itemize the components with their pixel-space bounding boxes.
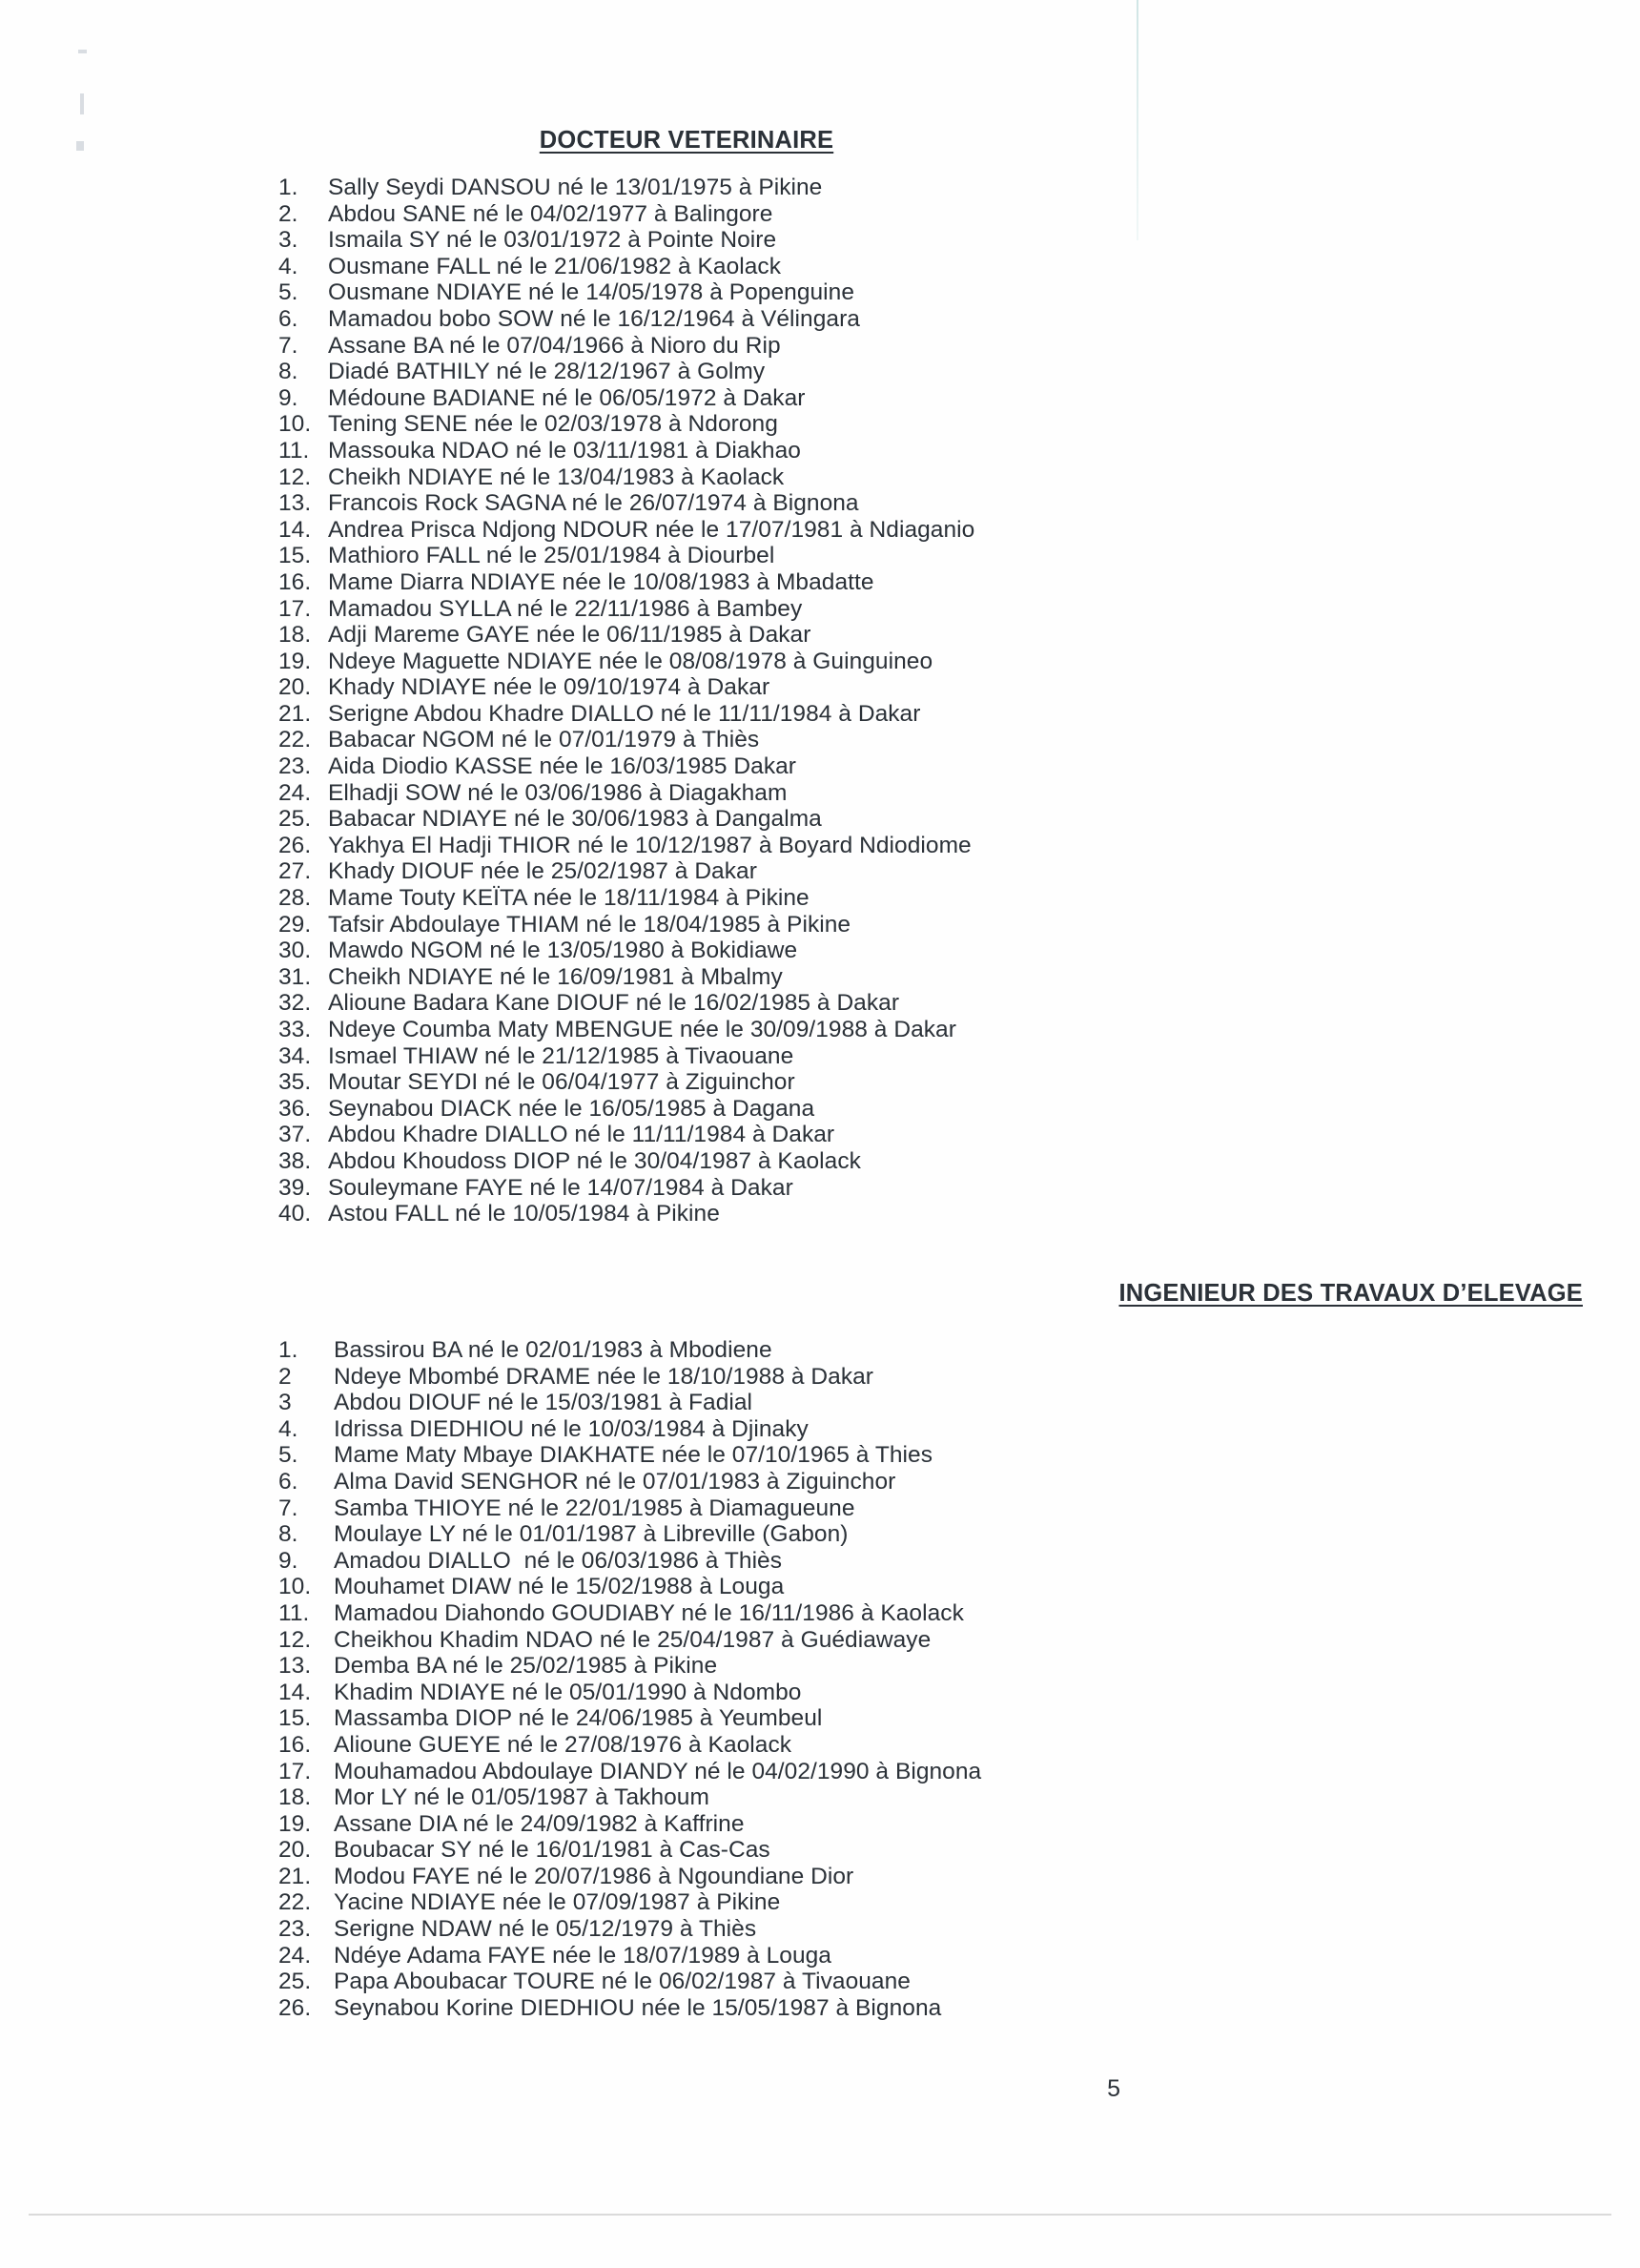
list-item-text: Sally Seydi DANSOU né le 13/01/1975 à Pikine: [328, 175, 823, 200]
list-item-number: 9.: [278, 1547, 298, 1574]
list-item-text: Mamadou bobo SOW né le 16/12/1964 à Vélingara: [328, 305, 860, 332]
list-item-text: Aida Diodio KASSE née le 16/03/1985 Dakar: [328, 753, 797, 780]
list-item-number: 39.: [278, 1174, 312, 1201]
list-item-number: 26.: [278, 832, 312, 858]
list-item: [278, 175, 974, 201]
list-item-number: 19.: [278, 1810, 312, 1837]
list-item: [278, 938, 974, 964]
list-item-number: 8.: [278, 1521, 298, 1548]
list-item-text: Tening SENE née le 02/03/1978 à Ndorong: [328, 411, 778, 438]
list-item-text: Demba BA né le 25/02/1985 à Pikine: [334, 1653, 718, 1680]
list-item-number: 20.: [278, 1837, 312, 1864]
list-item-text: Andrea Prisca Ndjong NDOUR née le 17/07/1981 à Ndiaganio: [328, 516, 975, 543]
list-item: [278, 490, 974, 517]
list-item-text: Abdou SANE né le 04/02/1977 à Balingore: [328, 200, 773, 227]
list-item-text: Assane DIA né le 24/09/1982 à Kaffrine: [334, 1810, 745, 1837]
list-item: [278, 1784, 981, 1811]
list-item-text: Seynabou Korine DIEDHIOU née le 15/05/1987 à Bignona: [334, 1994, 942, 2021]
list-item-text: Khady NDIAYE née le 09/10/1974 à Dakar: [328, 674, 770, 701]
list-item: [278, 1680, 981, 1706]
list-item-text: Mawdo NGOM né le 13/05/1980 à Bokidiawe: [328, 938, 798, 964]
list-item-number: 7.: [278, 332, 298, 359]
list-item-text: Seynabou DIACK née le 16/05/1985 à Dagana: [328, 1095, 815, 1122]
list-item: [278, 1201, 974, 1227]
list-item-text: Alioune GUEYE né le 27/08/1976 à Kaolack: [334, 1731, 792, 1758]
list-item: [278, 1627, 981, 1654]
list-docteur-veterinaire: [278, 175, 974, 1227]
scan-artifact-bottom-edge: [29, 2214, 1611, 2216]
list-item-number: 23.: [278, 1916, 312, 1943]
list-item: [278, 359, 974, 385]
list-item-number: 29.: [278, 911, 312, 938]
list-item-text: Médoune BADIANE né le 06/05/1972 à Dakar: [328, 384, 806, 411]
list-item-number: 13.: [278, 1653, 312, 1680]
list-item-text: Mame Touty KEÏTA née le 18/11/1984 à Pikine: [328, 885, 810, 912]
section-heading-text: INGENIEUR DES TRAVAUX D’ELEVAGE: [1118, 1280, 1583, 1307]
list-item-text: Mamadou SYLLA né le 22/11/1986 à Bambey: [328, 595, 803, 622]
list-item: [278, 1390, 981, 1416]
list-item-number: 24.: [278, 1942, 312, 1969]
list-item-number: 24.: [278, 779, 312, 806]
list-item-text: Babacar NDIAYE né le 30/06/1983 à Dangalma: [328, 806, 822, 833]
list-item-number: 21.: [278, 1863, 312, 1889]
list-item-number: 4.: [278, 253, 298, 279]
list-item-number: 16.: [278, 1731, 312, 1758]
list-item: [278, 1175, 974, 1202]
list-item: [278, 227, 974, 254]
list-item: [278, 990, 974, 1017]
list-item-text: Serigne NDAW né le 05/12/1979 à Thiès: [334, 1916, 757, 1943]
list-item-text: Ousmane FALL né le 21/06/1982 à Kaolack: [328, 253, 782, 279]
list-item: [278, 1442, 981, 1469]
list-item-text: Alioune Badara Kane DIOUF né le 16/02/1985 à Dakar: [328, 990, 900, 1017]
list-item-text: Papa Aboubacar TOURE né le 06/02/1987 à Tivaouane: [334, 1969, 911, 1995]
list-item: [278, 1337, 981, 1364]
list-item-number: 2.: [278, 200, 298, 227]
list-item-text: Mame Diarra NDIAYE née le 10/08/1983 à Mbadatte: [328, 568, 874, 595]
list-item-text: Abdou Khadre DIALLO né le 11/11/1984 à Dakar: [328, 1122, 835, 1148]
list-item-text: Samba THIOYE né le 22/01/1985 à Diamagueune: [334, 1495, 855, 1521]
list-item-text: Moutar SEYDI né le 06/04/1977 à Ziguinchor: [328, 1069, 795, 1096]
list-item-text: Ndeye Coumba Maty MBENGUE née le 30/09/1988 à Dakar: [328, 1017, 956, 1042]
list-item: [278, 780, 974, 807]
list-item: [278, 833, 974, 859]
list-item: [278, 1574, 981, 1600]
list-item-number: 15.: [278, 543, 312, 569]
list-item-text: Mouhamet DIAW né le 15/02/1988 à Louga: [334, 1574, 785, 1600]
list-item-text: Ismaila SY né le 03/01/1972 à Pointe Noire: [328, 227, 777, 254]
list-item: [278, 1732, 981, 1759]
list-item-number: 20.: [278, 674, 312, 701]
list-item: [278, 464, 974, 491]
list-item: [278, 254, 974, 280]
list-item-number: 40.: [278, 1201, 312, 1227]
list-item: [278, 1811, 981, 1838]
list-item: [278, 1096, 974, 1123]
list-item-text: Khady DIOUF née le 25/02/1987 à Dakar: [328, 858, 757, 885]
list-item-text: Cheikhou Khadim NDAO né le 25/04/1987 à Guédiawaye: [334, 1626, 932, 1653]
list-item-text: Yakhya El Hadji THIOR né le 10/12/1987 à Boyard Ndiodiome: [328, 832, 972, 858]
list-item-number: 3: [278, 1390, 292, 1416]
list-item-number: 21.: [278, 700, 312, 727]
list-item: [278, 385, 974, 412]
list-item-number: 11.: [278, 437, 310, 464]
list-item-number: 10.: [278, 1574, 312, 1600]
list-item-text: Cheikh NDIAYE né le 16/09/1981 à Mbalmy: [328, 963, 783, 990]
list-item-number: 5.: [278, 1442, 298, 1469]
list-item-text: Assane BA né le 07/04/1966 à Nioro du Rip: [328, 332, 781, 359]
list-item: [278, 1943, 981, 1969]
list-item-text: Ndeye Mbombé DRAME née le 18/10/1988 à Dakar: [334, 1363, 874, 1390]
list-item-number: 6.: [278, 1468, 298, 1495]
list-item-number: 22.: [278, 1889, 312, 1916]
list-item-number: 23.: [278, 753, 312, 780]
list-item: [278, 411, 974, 438]
list-item: [278, 701, 974, 728]
list-item-number: 15.: [278, 1705, 312, 1732]
list-item-number: 32.: [278, 990, 312, 1017]
page-number: 5: [1107, 2075, 1120, 2102]
list-item: [278, 674, 974, 701]
list-item: [278, 1043, 974, 1070]
list-item-text: Abdou Khoudoss DIOP né le 30/04/1987 à Kaolack: [328, 1147, 861, 1174]
scan-artifact-speck: [80, 93, 84, 114]
list-item-number: 8.: [278, 359, 298, 385]
list-item-text: Astou FALL né le 10/05/1984 à Pikine: [328, 1201, 720, 1227]
list-item-text: Ousmane NDIAYE né le 14/05/1978 à Popenguine: [328, 279, 855, 306]
list-item: [278, 622, 974, 649]
list-item-number: 2: [278, 1363, 292, 1390]
list-item: [278, 649, 974, 675]
list-item: [278, 279, 974, 306]
list-item: [278, 543, 974, 569]
list-item: [278, 1916, 981, 1943]
list-item-number: 1.: [278, 175, 298, 200]
list-item: [278, 1653, 981, 1680]
list-item-number: 33.: [278, 1017, 312, 1042]
list-item-text: Mor LY né le 01/05/1987 à Takhoum: [334, 1784, 709, 1811]
list-item-number: 12.: [278, 464, 312, 490]
list-item-text: Babacar NGOM né le 07/01/1979 à Thiès: [328, 727, 760, 753]
list-item-text: Idrissa DIEDHIOU né le 10/03/1984 à Djinaky: [334, 1415, 809, 1442]
list-item-number: 25.: [278, 1969, 312, 1995]
scan-artifact-vertical-line: [1137, 0, 1138, 240]
list-item: [278, 1969, 981, 1995]
list-item-number: 17.: [278, 595, 312, 622]
list-item-number: 11.: [278, 1599, 310, 1626]
section-heading-text: DOCTEUR VETERINAIRE: [539, 127, 834, 154]
list-item: [278, 1864, 981, 1890]
list-item: [278, 1495, 981, 1522]
list-item: [278, 753, 974, 780]
list-item-text: Massamba DIOP né le 24/06/1985 à Yeumbeul: [334, 1705, 823, 1732]
list-item: [278, 569, 974, 596]
list-item: [278, 964, 974, 991]
list-item-number: 28.: [278, 885, 312, 912]
list-item: [278, 885, 974, 912]
list-item-text: Mouhamadou Abdoulaye DIANDY né le 04/02/1990 à Bignona: [334, 1758, 982, 1784]
list-item-text: Francois Rock SAGNA né le 26/07/1974 à Bignona: [328, 490, 859, 517]
list-item-text: Yacine NDIAYE née le 07/09/1987 à Pikine: [334, 1889, 781, 1916]
list-item: [278, 1364, 981, 1391]
list-item-number: 36.: [278, 1095, 312, 1122]
list-item-text: Mathioro FALL né le 25/01/1984 à Diourbel: [328, 543, 775, 569]
list-item: [278, 1017, 974, 1043]
list-item-number: 16.: [278, 568, 312, 595]
list-item: [278, 1600, 981, 1627]
list-item-number: 19.: [278, 648, 312, 674]
list-item-number: 12.: [278, 1626, 312, 1653]
list-ingenieur-travaux-elevage: [278, 1337, 981, 2021]
list-item-text: Khadim NDIAYE né le 05/01/1990 à Ndombo: [334, 1679, 802, 1705]
list-item: [278, 1837, 981, 1864]
list-item-text: Mamadou Diahondo GOUDIABY né le 16/11/1986 à Kaolack: [334, 1599, 964, 1626]
list-item-number: 7.: [278, 1495, 298, 1521]
list-item-text: Ndeye Maguette NDIAYE née le 08/08/1978 à Guinguineo: [328, 648, 933, 674]
list-item-text: Ismael THIAW né le 21/12/1985 à Tivaouane: [328, 1042, 794, 1069]
list-item-text: Alma David SENGHOR né le 07/01/1983 à Ziguinchor: [334, 1468, 896, 1495]
list-item-number: 25.: [278, 806, 312, 833]
list-item-number: 14.: [278, 516, 312, 543]
list-item-number: 22.: [278, 727, 312, 753]
list-item-text: Diadé BATHILY né le 28/12/1967 à Golmy: [328, 359, 766, 385]
list-item: [278, 1416, 981, 1443]
list-item: [278, 333, 974, 360]
list-item-number: 26.: [278, 1994, 312, 2021]
list-item: [278, 1759, 981, 1785]
list-item: [278, 727, 974, 753]
list-item-number: 31.: [278, 963, 312, 990]
section-heading-ingenieur-travaux-elevage: [0, 1280, 1583, 1308]
list-item-number: 3.: [278, 227, 298, 254]
list-item-text: Tafsir Abdoulaye THIAM né le 18/04/1985 à Pikine: [328, 911, 851, 938]
list-item: [278, 1122, 974, 1148]
list-item-number: 35.: [278, 1069, 312, 1096]
list-item: [278, 517, 974, 544]
list-item: [278, 858, 974, 885]
list-item-text: Serigne Abdou Khadre DIALLO né le 11/11/1984 à Dakar: [328, 700, 921, 727]
list-item: [278, 1069, 974, 1096]
scan-artifact-speck: [78, 50, 87, 53]
list-item: [278, 438, 974, 464]
list-item-text: Modou FAYE né le 20/07/1986 à Ngoundiane Dior: [334, 1863, 854, 1889]
list-item: [278, 912, 974, 938]
list-item-number: 38.: [278, 1147, 312, 1174]
list-item-number: 34.: [278, 1042, 312, 1069]
list-item: [278, 1548, 981, 1575]
list-item: [278, 596, 974, 623]
list-item-text: Mame Maty Mbaye DIAKHATE née le 07/10/1965 à Thies: [334, 1442, 933, 1469]
list-item: [278, 1995, 981, 2022]
list-item-text: Moulaye LY né le 01/01/1987 à Libreville (Gabon): [334, 1521, 849, 1548]
list-item-number: 13.: [278, 490, 312, 517]
list-item-text: Boubacar SY né le 16/01/1981 à Cas-Cas: [334, 1837, 770, 1864]
list-item: [278, 1469, 981, 1495]
list-item-number: 37.: [278, 1122, 312, 1148]
list-item: [278, 1148, 974, 1175]
list-item: [278, 201, 974, 228]
list-item: [278, 1521, 981, 1548]
list-item: [278, 1889, 981, 1916]
list-item-text: Bassirou BA né le 02/01/1983 à Mbodiene: [334, 1337, 772, 1363]
list-item: [278, 306, 974, 333]
list-item-text: Massouka NDAO né le 03/11/1981 à Diakhao: [328, 437, 801, 464]
list-item-number: 4.: [278, 1415, 298, 1442]
list-item-number: 10.: [278, 411, 312, 438]
list-item-number: 6.: [278, 305, 298, 332]
list-item-text: Amadou DIALLO né le 06/03/1986 à Thiès: [334, 1547, 783, 1574]
list-item-number: 30.: [278, 938, 312, 964]
list-item-text: Adji Mareme GAYE née le 06/11/1985 à Dakar: [328, 622, 811, 649]
list-item-text: Elhadji SOW né le 03/06/1986 à Diagakham: [328, 779, 788, 806]
list-item-text: Abdou DIOUF né le 15/03/1981 à Fadial: [334, 1390, 753, 1416]
list-item-number: 5.: [278, 279, 298, 306]
list-item-number: 27.: [278, 858, 312, 885]
list-item-number: 17.: [278, 1758, 312, 1784]
list-item: [278, 806, 974, 833]
list-item-text: Ndéye Adama FAYE née le 18/07/1989 à Louga: [334, 1942, 831, 1969]
list-item-number: 14.: [278, 1679, 312, 1705]
list-item: [278, 1705, 981, 1732]
list-item-number: 1.: [278, 1337, 298, 1363]
list-item-text: Cheikh NDIAYE né le 13/04/1983 à Kaolack: [328, 464, 785, 490]
list-item-number: 9.: [278, 384, 298, 411]
list-item-text: Souleymane FAYE né le 14/07/1984 à Dakar: [328, 1174, 793, 1201]
list-item-number: 18.: [278, 622, 312, 649]
list-item-number: 18.: [278, 1784, 312, 1811]
section-heading-docteur-veterinaire: [0, 127, 1373, 155]
